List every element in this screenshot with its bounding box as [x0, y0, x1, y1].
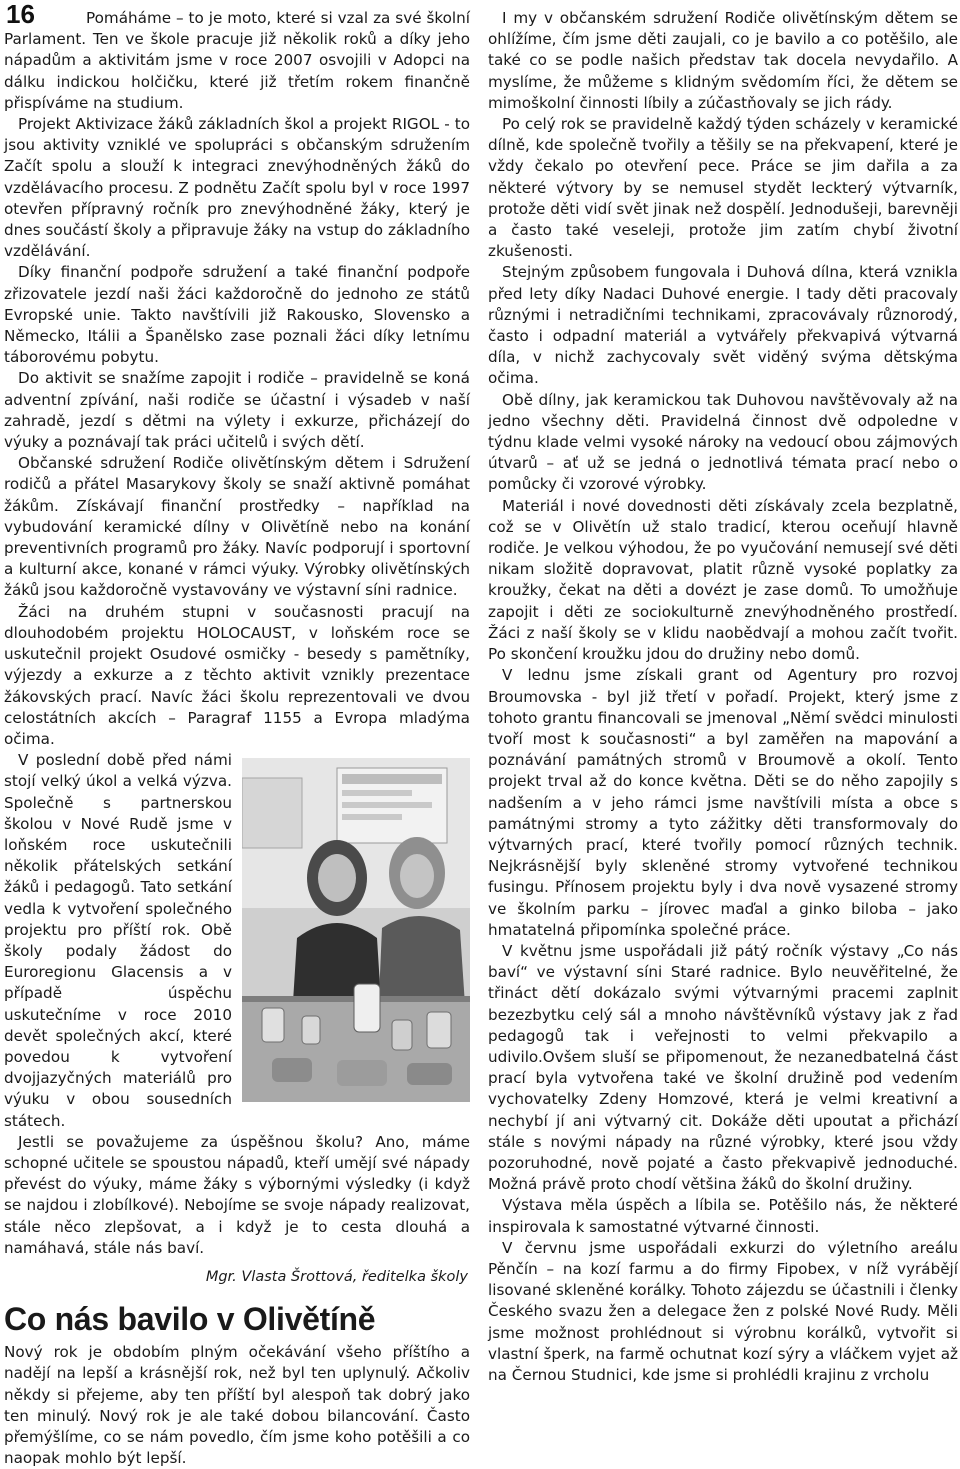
paragraph: Projekt Aktivizace žáků základních škol a projekt RIGOL - to jsou aktivity vzniklé ve spolupráci s občanským sdružením Začít spolu a slouží k integraci znevýhodněných žáků do vzdělávacího procesu. Z podnětu Začít spolu byl v roce 1997 otevřen přípravný ročník pro znevýhodněné žáky, který je dnes součástí školy a připravuje žáky na vstup do základního vzdělávání.: [4, 115, 470, 261]
author-signature: Mgr. Vlasta Šrottová, ředitelka školy: [205, 1268, 468, 1285]
article-headline: Co nás bavilo v Olivětíně: [4, 1301, 376, 1338]
paragraph: V květnu jsme uspořádali již pátý ročník výstavy „Co nás baví“ ve výstavní síni Staré radnice. Bylo neuvěřitelné, že třináct dětí dokázalo svými výtvarnými pracemi zaplnit bezezbytku celý sál a mnoho návštěvníků výstavy jak z řad pedagogů tak i veřejnosti to velmi překvapilo a udivilo.Ovšem sluší se připomenout, že nezanedbatelná část prací byla vytvořena také ve školní družině pod vedením vychovatelky Zdeny Homzové, která je velmi kreativní a nechybí jí ani výtvarný cit. Dokáže děti upoutat a přichází stále s novými nápady na různé výrobky, které jsou vždy pozoruhodné, nově pojaté a často překvapivě jednoduché. Možná právě proto chodí většina žáků do školní družiny.: [488, 941, 958, 1194]
page-number: 16: [6, 0, 35, 29]
photo-students-at-table: [242, 758, 470, 1102]
paragraph: V lednu jsme získali grant od Agentury pro rozvoj Broumovska - byl již třetí v pořadí. Projekt, který jsme z tohoto grantu financovali se jmenoval „Němí svědci minulosti tvoří most k současnosti“ a byl zaměřen na mapování a poznávání památných stromů v Broumově a okolí. Tento projekt trval až do konce května. Děti se do něho zapojily s nadšením a v jeho rámci jsme navštívili místa a obce s památnými stromy a tyto zážitky děti transformovaly do výtvarných prací, které tvořily pomocí různých technik. Nejkrásnější byly skleněné stromy vytvořené technikou fusingu. Přínosem projektu byly i dva nově vysazené stromy ve školním parku – jírovec maďal a ginko biloba – jako hmatatelná připomínka společné práce.: [488, 666, 958, 939]
right-column: [488, 8, 958, 1386]
paragraph: Stejným způsobem fungovala i Duhová dílna, která vznikla před lety díky Nadaci Duhové energie. I tady děti pracovaly různými i netradičními technikami, zpracovávaly různorodý, často i odpadní materiál a vytvářely překvapivá výtvarná díla, v nichž zachycovaly svět viděný svýma dětskýma očima.: [488, 263, 958, 388]
paragraph: V červnu jsme uspořádali exkurzi do výletního areálu Pěnčín – na kozí farmu a do firmy Fipobex, v níž vyrábějí lisované skleněné korálky. Tohoto zájezdu se účastnili i členky Českého svazu žen a delegace žen z polské Nové Rudy. Měli jsme možnost prohlédnout si výrobnu korálků, vytvořit si vlastní šperk, na farmě ochutnat kozí sýry a vláčkem vyjet až na Černou Studnici, kde jsme si prohlédli krajinu z vrcholu: [488, 1238, 958, 1384]
paragraph: Výstava měla úspěch a líbila se. Potěšilo nás, že některé inspirovala k samostatné výtvarné činnosti.: [488, 1196, 958, 1236]
paragraph: Jestli se považujeme za úspěšnou školu? Ano, máme schopné učitele se spoustou nápadů, kteří umějí své nápady převést do výuky, máme žáky s výbornými výsledky (i když se najdou i zlobílkové). Nebojíme se svoje nápady realizovat, stále něco zlepšovat, a i když je to cesta dlouhá a namáhavá, stále nás baví.: [4, 1132, 470, 1257]
paragraph: Obě dílny, jak keramickou tak Duhovou navštěvovaly až na jedno všechny děti. Pravidelná činnost dvě odpoledne v týdnu klade velmi vysoké nároky na vedoucí obou zájmových útvarů – ať už se jedná o jednotlivá témata prací nebo o pomůcky či vzorové výrobky.: [488, 390, 958, 494]
paragraph: Nový rok je obdobím plným očekávání všeho příštího a nadějí na lepší a krásnější rok, než byl ten uplynulý. Ačkoliv někdy si přejeme, aby ten příští byl alespoň tak dobrý jako ten minulý. Nový rok je ale také dobou bilancování. Často přemýšlíme, co se nám povedlo, čím jsme koho potěšili a co naopak mohlo být lepší.: [4, 1343, 470, 1468]
paragraph: Materiál i nové dovednosti děti získávaly zcela bezplatně, což se v Olivětín už stalo tradicí, kterou oceňují hlavně rodiče. Je velkou výhodou, že po vyučování nemusejí své děti nikam složitě dopravovat, platit různě vysoké poplatky za kroužky, čekat na děti a dovézt je zase domů. To umožňuje zapojit i děti ze sociokulturně znevýhodněného prostředí. Žáci z naší školy se v klidu naobědvají a mohou začít tvořit. Po skončení kroužku jdou do družiny nebo domů.: [488, 496, 958, 664]
paragraph: Po celý rok se pravidelně každý týden scházely v keramické dílně, kde společně tvořily a těšily se na překvapení, které je vždy čekalo po otevření pece. Práce se jim dařila a za některé výtvory by se nemusel stydět leckterý výtvarník, protože děti vidí svět jinak než dospělí. Jednodušeji, barevněji a často také veseleji, protože jim zatím chybí životní zkušenosti.: [488, 115, 958, 261]
paragraph: Do aktivit se snažíme zapojit i rodiče – pravidelně se koná adventní zpívání, naši rodiče se účastní i výsadeb v naší zahradě, jezdí s dětmi na výlety i exkurze, přicházejí do výuky a poznávají tak práci učitelů i svých dětí.: [4, 369, 470, 452]
paragraph: V poslední době před námi stojí velký úkol a velká výzva. Společně s partnerskou školou v Nové Rudě jsme v loňském roce uskutečnili několik přátelských setkání žáků i pedagogů. Tato setkání vedla k vytvoření společného projektu pro příští rok. Obě školy podaly žádost do Euroregionu Glacensis a v případě úspěchu uskutečníme v roce 2010 devět společných akcí, které povedou k vytvoření dvojjazyčných materiálů pro výuku v obou sousedních státech.: [4, 751, 232, 1130]
paragraph: I my v občanském sdružení Rodiče olivětínským dětem se ohlížíme, čím jsme děti zaujali, co je bavilo a co potěšilo, ale také co se podle našich představ tak docela nevydařilo. A myslíme, že můžeme s klidným svědomím říci, že dětem se mimoškolní činnosti líbily a zúčastňovaly se jich rády.: [488, 9, 958, 112]
paragraph: Občanské sdružení Rodiče olivětínským dětem i Sdružení rodičů a přátel Masarykovy školy se snaží aktivně pomáhat žákům. Získávají finanční prostředky – například na vybudování keramické dílny v Olivětíně nebo na konání preventivních programů pro žáky. Navíc podporují i sportovní a kulturní akce, konané v rámci výuky. Výrobky olivětínských žáků jsou každoročně vystavovány ve výstavní síni radnice.: [4, 454, 470, 600]
left-column: [4, 8, 470, 1469]
paragraph: Pomáháme – to je moto, které si vzal za své školní Parlament. Ten ve škole pracuje již několik roků a díky jeho nápadům a aktivitám jsme v roce 2007 osvojili v Adopci na dálku indickou holčičku, které již třetím rokem finančně přispíváme na studium.: [4, 9, 470, 112]
paragraph: Díky finanční podpoře sdružení a také finanční podpoře zřizovatele jezdí naši žáci každoročně do jednoho ze států Evropské unie. Takto navštívili již Rakousko, Slovensko a Německo, Itálii a Španělsko zase poznali žáci díky letnímu táborovému pobytu.: [4, 263, 470, 367]
paragraph: Žáci na druhém stupni v současnosti pracují na dlouhodobém projektu HOLOCAUST, v loňském roce se uskutečnil projekt Osudové osmičky - besedy s pamětníky, výjezdy a exkurze a z těchto aktivit vznikly prezentace žákovských prací. Navíc žáci školu reprezentovali ve dvou celostátních akcích – Paragraf 1155 a Evropa mladýma očima.: [4, 602, 470, 748]
